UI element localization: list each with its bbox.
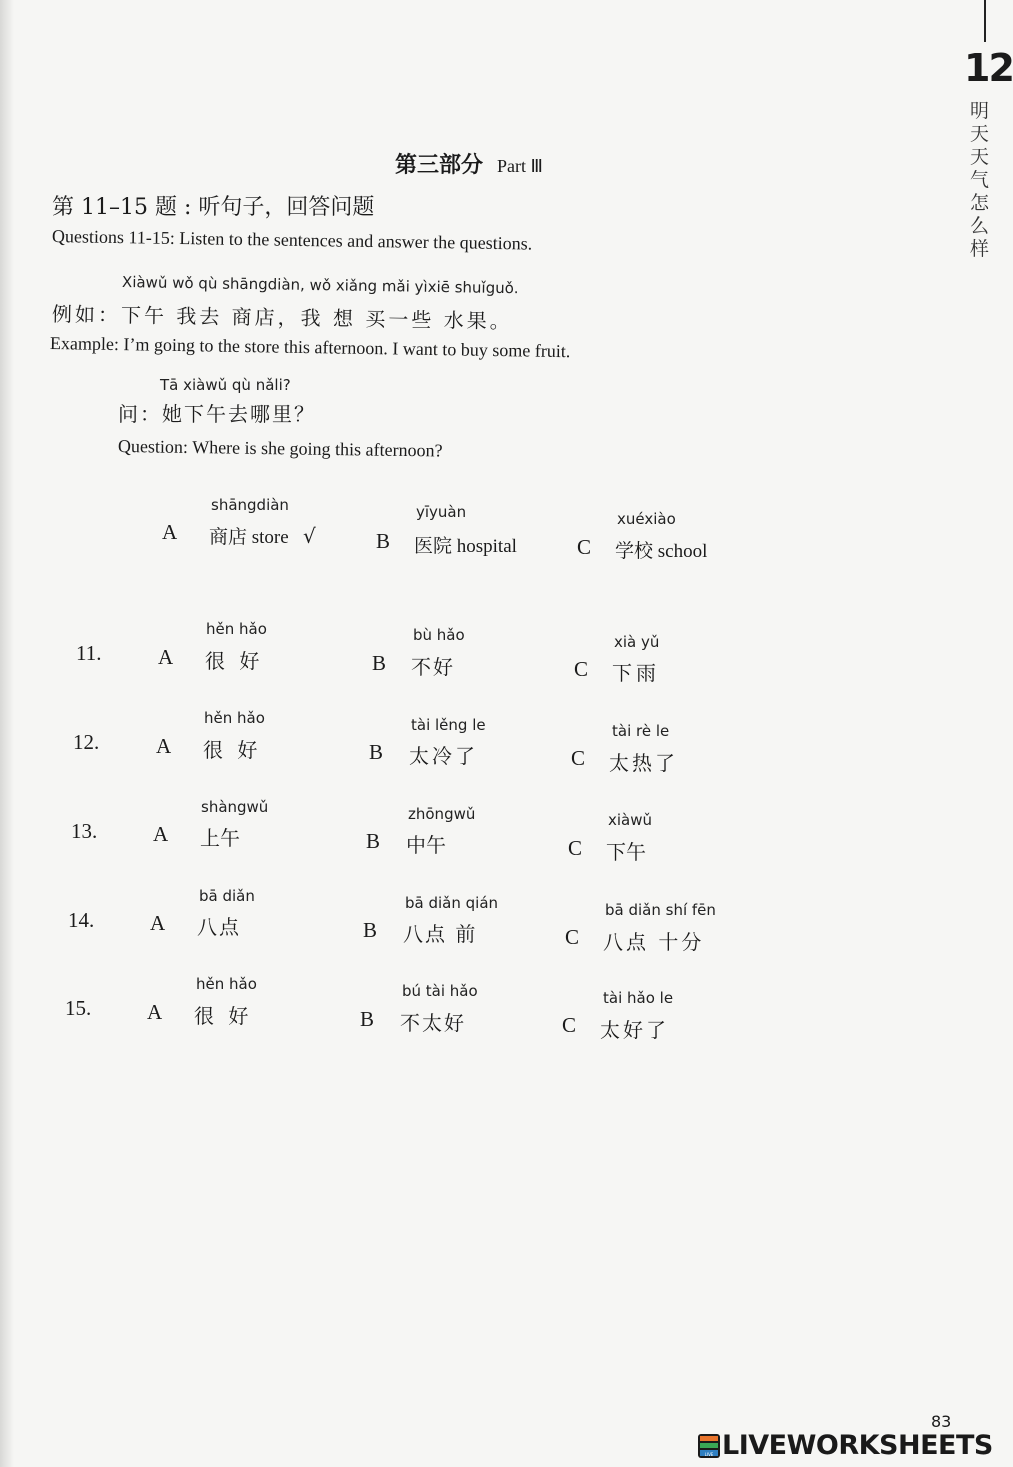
option-a-letter: A: [156, 734, 172, 758]
liveworksheets-watermark: LIVEWORKSHEETS: [722, 1430, 993, 1461]
option-a-pinyin: hěn hǎo: [196, 975, 257, 993]
option-c-pinyin: bā diǎn shí fēn: [605, 901, 716, 919]
instructions-en: Questions 11-15: Listen to the sentences and answer the questions.: [51, 226, 533, 254]
option-c-letter: C: [562, 1013, 577, 1037]
question-number: 15.: [65, 996, 92, 1020]
question-number: 14.: [68, 908, 95, 932]
option-a-text: 很 好: [205, 649, 264, 673]
option-c-text: 太热了: [609, 751, 678, 775]
option-a-letter: A: [147, 1000, 163, 1024]
example-option-b-pinyin: yīyuàn: [416, 503, 467, 521]
example-question-pinyin: Tā xiàwǔ qù nǎli?: [160, 376, 291, 394]
question-number: 13.: [71, 819, 98, 843]
liveworksheets-logo-icon: [698, 1434, 720, 1458]
option-b-letter: B: [363, 918, 378, 942]
option-c-letter: C: [565, 925, 580, 949]
option-b-pinyin: bù hǎo: [413, 626, 465, 644]
option-c-letter: C: [568, 836, 583, 860]
example-question-en: Question: Where is she going this afternoon?: [117, 436, 443, 461]
example-option-b-text: 医院 hospital: [414, 536, 517, 557]
question-number: 11.: [76, 641, 102, 665]
option-b-text: 中午: [406, 833, 446, 857]
example-option-a-letter: A: [162, 520, 178, 544]
page-number: 83: [931, 1412, 952, 1431]
option-b-pinyin: bú tài hǎo: [402, 982, 478, 1000]
option-a-text: 很 好: [194, 1004, 253, 1028]
example-zh: 例如：下午 我去 商店，我 想 买一些 水果。: [51, 302, 513, 334]
option-b-pinyin: zhōngwǔ: [408, 805, 476, 823]
example-option-c-text: 学校 school: [615, 541, 708, 562]
option-c-pinyin: xiàwǔ: [608, 811, 653, 829]
option-b-text: 八点 前: [403, 922, 478, 946]
option-a-text: 上午: [200, 826, 240, 850]
option-b-pinyin: tài lěng le: [411, 716, 486, 734]
option-c-text: 下午: [606, 840, 646, 864]
part-heading-zh: 第三部分: [395, 152, 484, 178]
example-option-c-letter: C: [577, 535, 592, 559]
part-heading-en: Part Ⅲ: [497, 156, 543, 176]
option-b-letter: B: [366, 829, 381, 853]
page-edge-shadow: [0, 0, 14, 1467]
option-a-letter: A: [153, 822, 169, 846]
example-option-a-pinyin: shāngdiàn: [211, 496, 289, 514]
option-b-letter: B: [369, 740, 384, 764]
option-c-text: 太好了: [600, 1018, 669, 1042]
option-b-pinyin: bā diǎn qián: [405, 894, 499, 912]
example-question-zh: 问：她下午去哪里？: [118, 402, 316, 426]
option-c-pinyin: tài hǎo le: [603, 989, 674, 1007]
option-a-text: 很 好: [203, 738, 262, 762]
option-c-pinyin: tài rè le: [612, 722, 670, 740]
option-a-pinyin: shàngwǔ: [201, 798, 269, 816]
option-b-letter: B: [360, 1007, 375, 1031]
option-c-pinyin: xià yǔ: [614, 633, 660, 651]
chapter-tab-line: [984, 0, 986, 42]
option-b-text: 不好: [411, 655, 455, 679]
svg-text:LIVE: LIVE: [704, 1452, 714, 1457]
chapter-number: 12: [964, 46, 1013, 90]
part-heading: [395, 148, 543, 179]
option-c-letter: C: [574, 657, 589, 681]
option-a-letter: A: [150, 911, 166, 935]
option-a-text: 八点: [197, 915, 241, 939]
example-option-b-letter: B: [376, 529, 391, 553]
option-c-text: 八点 十分: [603, 930, 705, 954]
option-c-text: 下雨: [612, 661, 660, 685]
example-en: Example: I’m going to the store this afternoon. I want to buy some fruit.: [49, 333, 571, 362]
chapter-title: 明天天气怎么样: [970, 100, 990, 260]
option-a-letter: A: [158, 645, 174, 669]
option-b-text: 太冷了: [409, 744, 478, 768]
option-a-pinyin: hěn hǎo: [206, 620, 267, 638]
option-c-letter: C: [571, 746, 586, 770]
instructions-zh: 第 11–15 题 : 听句子，回答问题: [52, 195, 375, 220]
example-option-c-pinyin: xuéxiào: [617, 510, 676, 528]
option-a-pinyin: hěn hǎo: [204, 709, 265, 727]
question-number: 12.: [73, 730, 100, 754]
option-b-letter: B: [372, 651, 387, 675]
example-pinyin: Xiàwǔ wǒ qù shāngdiàn, wǒ xiǎng mǎi yìxiē shuǐguǒ.: [121, 273, 519, 298]
option-a-pinyin: bā diǎn: [199, 887, 255, 905]
example-option-a-text: 商店 store √: [209, 524, 316, 548]
checkmark-icon: √: [303, 524, 316, 548]
option-b-text: 不太好: [400, 1011, 466, 1035]
